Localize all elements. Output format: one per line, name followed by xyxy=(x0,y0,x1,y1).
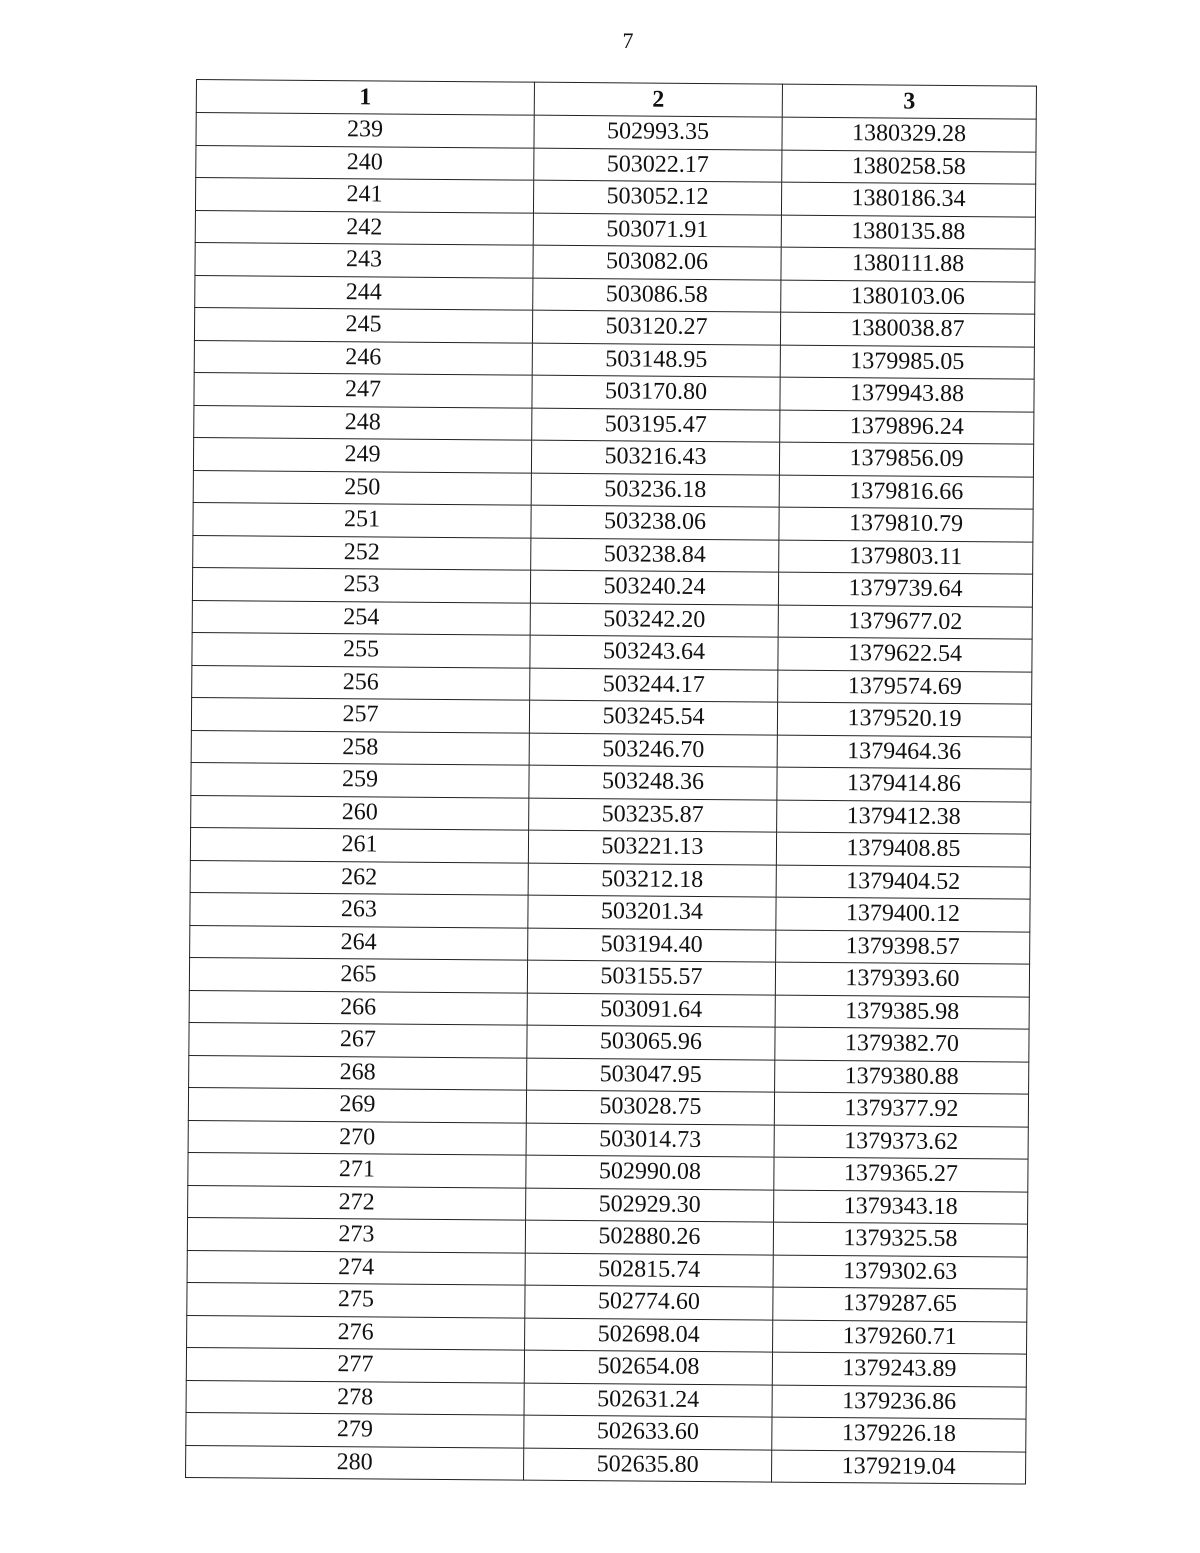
table-cell-col-1: 242 xyxy=(195,210,533,245)
table-cell-col-2: 503120.27 xyxy=(532,310,780,344)
table-cell-col-1: 260 xyxy=(191,795,529,830)
table-cell-col-1: 271 xyxy=(188,1152,526,1187)
table-cell-col-2: 503047.95 xyxy=(527,1058,775,1092)
table-cell-col-1: 239 xyxy=(196,113,534,148)
table-cell-col-3: 1380186.34 xyxy=(781,182,1035,216)
table-cell-col-1: 263 xyxy=(190,892,528,927)
table-cell-col-2: 502990.08 xyxy=(526,1155,774,1189)
table-cell-col-2: 503248.36 xyxy=(529,765,777,799)
table-cell-col-1: 276 xyxy=(187,1315,525,1350)
table-cell-col-1: 261 xyxy=(190,827,528,862)
table-cell-col-2: 503148.95 xyxy=(532,343,780,377)
table-cell-col-1: 245 xyxy=(194,307,532,342)
table-cell-col-2: 502993.35 xyxy=(534,115,782,149)
table-cell-col-1: 246 xyxy=(194,340,532,375)
table-cell-col-2: 502774.60 xyxy=(525,1285,773,1319)
table-cell-col-1: 252 xyxy=(193,535,531,570)
table-cell-col-2: 503221.13 xyxy=(528,830,776,864)
table-cell-col-3: 1380038.87 xyxy=(780,312,1034,346)
table-cell-col-2: 503022.17 xyxy=(534,148,782,182)
table-cell-col-3: 1379260.71 xyxy=(773,1320,1027,1354)
coordinates-table xyxy=(185,79,1037,1485)
table-cell-col-2: 503244.17 xyxy=(530,668,778,702)
table-cell-col-2: 503028.75 xyxy=(526,1090,774,1124)
table-cell-col-3: 1379382.70 xyxy=(775,1027,1029,1061)
table-cell-col-2: 502631.24 xyxy=(524,1383,772,1417)
table-cell-col-2: 503170.80 xyxy=(532,375,780,409)
table-cell-col-1: 253 xyxy=(192,567,530,602)
table-cell-col-1: 255 xyxy=(192,632,530,667)
table-cell-col-3: 1379398.57 xyxy=(776,930,1030,964)
table-cell-col-3: 1379219.04 xyxy=(771,1450,1025,1484)
table-cell-col-1: 267 xyxy=(189,1022,527,1057)
table-cell-col-1: 254 xyxy=(192,600,530,635)
table-body xyxy=(186,113,1037,1485)
table-cell-col-3: 1379343.18 xyxy=(774,1190,1028,1224)
table-cell-col-3: 1379236.86 xyxy=(772,1385,1026,1419)
table-cell-col-3: 1379393.60 xyxy=(775,962,1029,996)
table-cell-col-1: 277 xyxy=(186,1347,524,1382)
table-cell-col-3: 1379408.85 xyxy=(776,832,1030,866)
table-cell-col-1: 247 xyxy=(194,372,532,407)
page-number: 7 xyxy=(622,28,634,53)
table-cell-col-3: 1379325.58 xyxy=(773,1222,1027,1256)
table-cell-col-3: 1379943.88 xyxy=(780,377,1034,411)
table-cell-col-1: 265 xyxy=(189,957,527,992)
table-cell-col-3: 1379385.98 xyxy=(775,995,1029,1029)
table-cell-col-3: 1379574.69 xyxy=(778,670,1032,704)
table-cell-col-3: 1379302.63 xyxy=(773,1255,1027,1289)
table-cell-col-1: 278 xyxy=(186,1380,524,1415)
table-cell-col-1: 240 xyxy=(196,145,534,180)
table-cell-col-1: 266 xyxy=(189,990,527,1025)
table-cell-col-3: 1379803.11 xyxy=(779,540,1033,574)
table-cell-col-2: 503240.24 xyxy=(530,570,778,604)
table-cell-col-3: 1379377.92 xyxy=(774,1092,1028,1126)
column-header-1: 1 xyxy=(196,80,534,116)
table-cell-col-2: 503212.18 xyxy=(528,863,776,897)
table-cell-col-2: 503071.91 xyxy=(533,213,781,247)
table-cell-col-3: 1379412.38 xyxy=(777,800,1031,834)
table-cell-col-1: 269 xyxy=(188,1087,526,1122)
table-cell-col-2: 503245.54 xyxy=(529,700,777,734)
table-cell-col-1: 280 xyxy=(186,1445,524,1480)
table-cell-col-2: 503086.58 xyxy=(533,278,781,312)
table-cell-col-2: 503216.43 xyxy=(531,440,779,474)
table-cell-col-3: 1379739.64 xyxy=(778,572,1032,606)
table-cell-col-3: 1379622.54 xyxy=(778,637,1032,671)
table-cell-col-3: 1379373.62 xyxy=(774,1125,1028,1159)
column-header-2: 2 xyxy=(534,82,782,117)
table-cell-col-2: 503155.57 xyxy=(527,960,775,994)
table-cell-col-3: 1379226.18 xyxy=(772,1417,1026,1451)
table-cell-col-2: 503014.73 xyxy=(526,1123,774,1157)
table-cell-col-3: 1379856.09 xyxy=(779,442,1033,476)
table-cell-col-3: 1379380.88 xyxy=(775,1060,1029,1094)
table-cell-col-3: 1379520.19 xyxy=(777,702,1031,736)
table-cell-col-3: 1379365.27 xyxy=(774,1157,1028,1191)
table-cell-col-3: 1379404.52 xyxy=(776,865,1030,899)
table-cell-col-2: 502929.30 xyxy=(526,1188,774,1222)
table-cell-col-1: 248 xyxy=(194,405,532,440)
table-cell-col-1: 249 xyxy=(193,437,531,472)
table-cell-col-3: 1379810.79 xyxy=(779,507,1033,541)
table-cell-col-2: 503238.06 xyxy=(531,505,779,539)
table-cell-col-2: 502654.08 xyxy=(524,1350,772,1384)
table-cell-col-1: 244 xyxy=(195,275,533,310)
table-cell-col-2: 502880.26 xyxy=(525,1220,773,1254)
table-cell-col-2: 503238.84 xyxy=(531,538,779,572)
table-cell-col-3: 1380258.58 xyxy=(782,150,1036,184)
table-cell-col-2: 503243.64 xyxy=(530,635,778,669)
table-cell-col-1: 241 xyxy=(195,178,533,213)
table-cell-col-1: 275 xyxy=(187,1282,525,1317)
table-cell-col-3: 1379985.05 xyxy=(780,345,1034,379)
table-cell-col-2: 503236.18 xyxy=(531,473,779,507)
table-cell-col-1: 262 xyxy=(190,860,528,895)
table-cell-col-3: 1380329.28 xyxy=(782,117,1036,151)
table-cell-col-3: 1379816.66 xyxy=(779,475,1033,509)
table-cell-col-3: 1379464.36 xyxy=(777,735,1031,769)
table-cell-col-2: 503235.87 xyxy=(529,798,777,832)
table-cell-col-3: 1379243.89 xyxy=(772,1352,1026,1386)
table-cell-col-1: 258 xyxy=(191,730,529,765)
table-cell-col-3: 1379287.65 xyxy=(773,1287,1027,1321)
table-cell-col-1: 251 xyxy=(193,502,531,537)
table-cell-col-2: 502698.04 xyxy=(525,1318,773,1352)
table-cell-col-1: 250 xyxy=(193,470,531,505)
table-cell-col-2: 503091.64 xyxy=(527,993,775,1027)
table-cell-col-2: 503195.47 xyxy=(532,408,780,442)
table-cell-col-1: 270 xyxy=(188,1120,526,1155)
table-cell-col-1: 272 xyxy=(188,1185,526,1220)
table-cell-col-1: 259 xyxy=(191,762,529,797)
table-cell-col-2: 503194.40 xyxy=(528,928,776,962)
table-cell-col-1: 264 xyxy=(190,925,528,960)
column-header-3: 3 xyxy=(782,84,1036,119)
table-cell-col-3: 1379677.02 xyxy=(778,605,1032,639)
table-cell-col-1: 257 xyxy=(191,697,529,732)
table-cell-col-3: 1380111.88 xyxy=(781,247,1035,281)
table-cell-col-2: 503052.12 xyxy=(533,180,781,214)
table-cell-col-3: 1380103.06 xyxy=(781,280,1035,314)
table-cell-col-2: 503065.96 xyxy=(527,1025,775,1059)
table-cell-col-1: 243 xyxy=(195,242,533,277)
table-cell-col-1: 273 xyxy=(187,1217,525,1252)
table-cell-col-3: 1379896.24 xyxy=(780,410,1034,444)
table-cell-col-2: 502633.60 xyxy=(524,1415,772,1449)
table-cell-col-3: 1379414.86 xyxy=(777,767,1031,801)
table-row xyxy=(186,1445,1026,1484)
table-cell-col-1: 268 xyxy=(189,1055,527,1090)
table-cell-col-3: 1380135.88 xyxy=(781,215,1035,249)
table-cell-col-2: 503242.20 xyxy=(530,603,778,637)
table-cell-col-2: 502815.74 xyxy=(525,1253,773,1287)
table-cell-col-1: 274 xyxy=(187,1250,525,1285)
table-cell-col-1: 256 xyxy=(192,665,530,700)
table-cell-col-1: 279 xyxy=(186,1412,524,1447)
table-cell-col-2: 503246.70 xyxy=(529,733,777,767)
table-cell-col-2: 502635.80 xyxy=(524,1448,772,1482)
table-cell-col-2: 503201.34 xyxy=(528,895,776,929)
table-cell-col-3: 1379400.12 xyxy=(776,897,1030,931)
table-cell-col-2: 503082.06 xyxy=(533,245,781,279)
